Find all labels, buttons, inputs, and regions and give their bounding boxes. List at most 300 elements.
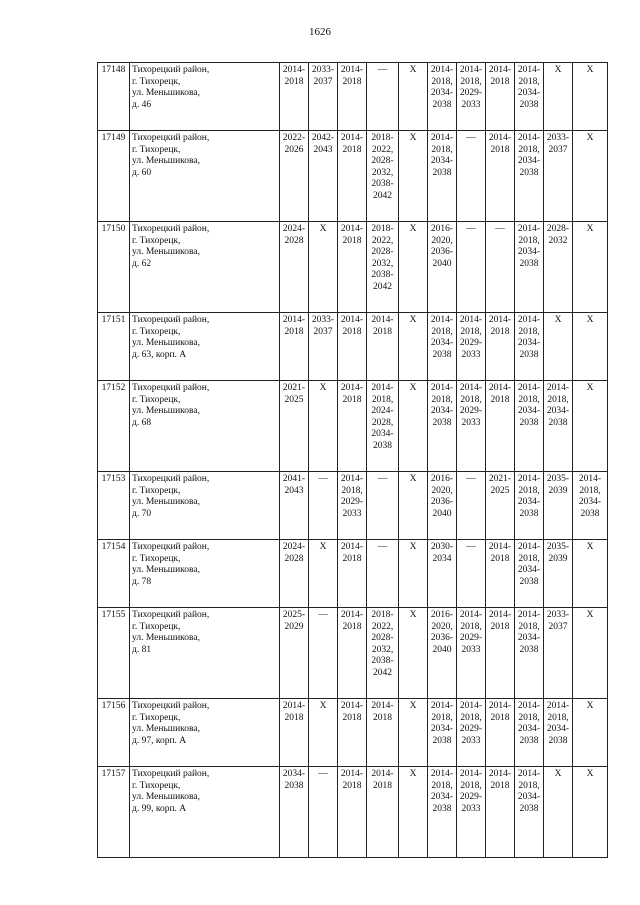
address-line: Тихорецкий район,	[132, 474, 210, 484]
period-line: X	[586, 315, 594, 325]
address-line: д. 78	[132, 576, 152, 587]
address-line: ул. Меньшикова,	[132, 792, 201, 803]
period-line: 2034-	[517, 724, 541, 735]
period-cell	[309, 608, 338, 699]
period-line: 2018,	[579, 485, 601, 496]
period-cell	[457, 63, 486, 131]
period-line: X	[554, 315, 562, 325]
period-line: 2028	[284, 553, 304, 564]
period-line: 2018,	[431, 144, 453, 155]
period-line: 2034-	[371, 429, 394, 440]
period-line: 2040	[432, 644, 452, 655]
period-line: 2018,	[460, 712, 482, 723]
period-line: 2014-	[517, 542, 541, 552]
period-line: 2028	[284, 235, 304, 246]
page-number: 1626	[309, 26, 331, 38]
period-line: 2014-	[430, 65, 454, 75]
period-line: 2038	[432, 735, 452, 746]
period-cell	[544, 381, 573, 472]
period-line: 2018,	[371, 394, 394, 405]
period-line: 2018,	[460, 76, 482, 87]
period-cell	[428, 381, 457, 472]
period-line: 2018	[284, 712, 304, 723]
period-line: 2038-	[371, 179, 394, 190]
period-line: 2018-	[371, 224, 394, 234]
period-cell	[457, 608, 486, 699]
period-cell	[544, 472, 573, 540]
table-row	[98, 313, 608, 381]
period-line: 2038-	[371, 656, 394, 667]
table-row	[98, 222, 608, 313]
period-cell	[486, 540, 515, 608]
period-line: 2037	[313, 76, 333, 87]
period-line: 2018	[490, 76, 510, 87]
period-line: 2018,	[460, 326, 482, 337]
address-line: д. 81	[132, 644, 152, 655]
address-line: г. Тихорецк,	[132, 326, 181, 337]
address-line: д. 63, корп. А	[132, 349, 187, 360]
period-line: 2014-	[517, 610, 541, 620]
address-cell	[130, 540, 280, 608]
period-line: 2043	[313, 144, 333, 155]
period-cell	[486, 472, 515, 540]
period-line: X	[586, 65, 594, 75]
period-cell	[367, 472, 399, 540]
period-cell	[544, 313, 573, 381]
period-line: X	[319, 224, 327, 234]
period-line: X	[319, 383, 327, 393]
address-line: Тихорецкий район,	[132, 224, 210, 234]
period-line: 2034-	[282, 769, 306, 779]
period-line: 2018	[490, 712, 510, 723]
period-line: 2016-	[430, 224, 454, 234]
period-line: X	[586, 224, 594, 234]
address-cell	[130, 63, 280, 131]
period-line: 2018,	[518, 144, 540, 155]
table-row	[98, 699, 608, 767]
period-line: 2028-	[371, 633, 394, 644]
period-line: 2033	[461, 735, 481, 746]
period-line: 2034-	[430, 724, 454, 735]
period-line: 2033-	[546, 610, 570, 620]
period-line: 2014-	[488, 542, 512, 552]
period-line: 2020,	[431, 621, 453, 632]
period-cell	[573, 63, 608, 131]
period-line: 2043	[284, 485, 304, 496]
period-line: 2014-	[282, 315, 306, 325]
period-line: —	[466, 474, 476, 484]
period-line: 2014-	[517, 474, 541, 484]
period-cell	[573, 472, 608, 540]
period-line: X	[554, 769, 562, 779]
address-line: д. 97, корп. А	[132, 735, 187, 746]
period-cell	[486, 63, 515, 131]
period-line: 2026	[284, 144, 304, 155]
table-row	[98, 381, 608, 472]
period-line: X	[586, 133, 594, 143]
period-cell	[280, 63, 309, 131]
period-line: 2038	[519, 644, 539, 655]
address-line: ул. Меньшикова,	[132, 497, 201, 508]
period-line: 2022,	[371, 235, 394, 246]
period-line: 2028-	[546, 224, 570, 234]
address-cell	[130, 767, 280, 858]
table-row	[98, 540, 608, 608]
period-line: 2020,	[431, 235, 453, 246]
period-cell	[428, 131, 457, 222]
period-line: 2018	[342, 394, 362, 405]
period-cell	[309, 472, 338, 540]
period-cell	[280, 381, 309, 472]
period-line: 2020,	[431, 485, 453, 496]
period-cell	[544, 222, 573, 313]
address-line: Тихорецкий район,	[132, 610, 210, 620]
period-line: 2018-	[371, 133, 394, 143]
period-line: 2040	[432, 258, 452, 269]
period-line: —	[318, 769, 328, 779]
period-line: 2034-	[430, 792, 454, 803]
period-line: 2018,	[431, 780, 453, 791]
period-line: 2018,	[518, 621, 540, 632]
period-cell	[457, 540, 486, 608]
period-line: 2038	[432, 167, 452, 178]
period-cell	[367, 63, 399, 131]
period-line: 2018	[342, 144, 362, 155]
period-line: 2029-	[340, 497, 364, 508]
record-number: 17149	[98, 131, 130, 222]
period-line: 2014-	[430, 769, 454, 779]
period-cell	[399, 131, 428, 222]
address-cell	[130, 381, 280, 472]
period-line: 2014-	[340, 224, 364, 234]
period-line: 2038	[519, 735, 539, 746]
address-line: ул. Меньшикова,	[132, 406, 201, 417]
address-line: Тихорецкий район,	[132, 133, 210, 143]
period-line: 2018,	[431, 394, 453, 405]
period-line: 2018	[490, 621, 510, 632]
period-line: 2014-	[459, 315, 483, 325]
period-cell	[428, 767, 457, 858]
period-line: 2018	[342, 235, 362, 246]
period-line: 2018,	[518, 394, 540, 405]
period-line: 2025	[284, 394, 304, 405]
address-line: д. 60	[132, 167, 152, 178]
period-line: 2021-	[488, 474, 512, 484]
period-line: 2014-	[430, 383, 454, 393]
period-cell	[280, 540, 309, 608]
period-cell	[367, 381, 399, 472]
period-cell	[367, 540, 399, 608]
period-cell	[457, 381, 486, 472]
period-cell	[309, 222, 338, 313]
period-line: 2032,	[371, 258, 394, 269]
period-line: 2014-	[340, 474, 364, 484]
period-line: 2038	[373, 440, 392, 451]
period-line: 2038	[519, 99, 539, 110]
period-line: 2033	[342, 508, 362, 519]
period-line: 2038	[432, 803, 452, 814]
period-cell	[486, 222, 515, 313]
period-line: 2034-	[430, 406, 454, 417]
period-line: 2014-	[459, 65, 483, 75]
address-line: г. Тихорецк,	[132, 621, 181, 632]
period-cell	[280, 699, 309, 767]
period-line: 2014-	[459, 383, 483, 393]
period-cell	[338, 608, 367, 699]
period-cell	[486, 608, 515, 699]
period-line: 2014-	[430, 133, 454, 143]
period-line: 2029-	[459, 338, 483, 349]
period-cell	[544, 131, 573, 222]
period-line: —	[377, 542, 388, 552]
period-line: 2041-	[282, 474, 306, 484]
period-line: X	[409, 224, 417, 234]
period-line: 2033	[461, 417, 481, 428]
period-line: 2018	[342, 553, 362, 564]
period-line: 2042-	[311, 133, 335, 143]
period-cell	[515, 131, 544, 222]
period-cell	[367, 131, 399, 222]
period-line: X	[409, 133, 417, 143]
period-line: 2018	[490, 780, 510, 791]
period-line: 2038-	[371, 270, 394, 281]
address-cell	[130, 313, 280, 381]
period-line: 2035-	[546, 542, 570, 552]
period-line: 2018,	[518, 553, 540, 564]
period-line: X	[319, 701, 327, 711]
address-cell	[130, 472, 280, 540]
period-cell	[573, 608, 608, 699]
period-cell	[573, 222, 608, 313]
period-line: 2024-	[371, 406, 394, 417]
period-line: 2014-	[546, 701, 570, 711]
period-line: 2022,	[371, 621, 394, 632]
period-line: 2014-	[488, 769, 512, 779]
period-cell	[573, 767, 608, 858]
period-line: 2014-	[517, 65, 541, 75]
address-line: Тихорецкий район,	[132, 383, 210, 393]
period-line: 2014-	[340, 769, 364, 779]
period-line: 2022-	[282, 133, 306, 143]
period-cell	[399, 699, 428, 767]
period-line: X	[409, 701, 417, 711]
period-cell	[457, 131, 486, 222]
period-line: 2014-	[371, 769, 394, 779]
period-line: —	[377, 474, 388, 484]
period-line: 2039	[548, 553, 568, 564]
period-line: 2018-	[371, 610, 394, 620]
period-line: 2014-	[578, 474, 602, 484]
period-line: 2018,	[518, 780, 540, 791]
period-cell	[428, 63, 457, 131]
record-number: 17151	[98, 313, 130, 381]
period-line: 2014-	[517, 315, 541, 325]
period-cell	[338, 699, 367, 767]
period-line: —	[318, 474, 328, 484]
record-number: 17152	[98, 381, 130, 472]
period-cell	[457, 699, 486, 767]
period-line: 2037	[313, 326, 333, 337]
record-number: 17150	[98, 222, 130, 313]
period-line: —	[377, 65, 388, 75]
period-cell	[457, 767, 486, 858]
period-cell	[573, 381, 608, 472]
period-line: 2038	[432, 349, 452, 360]
period-line: 2014-	[459, 610, 483, 620]
period-cell	[338, 540, 367, 608]
period-line: 2033-	[546, 133, 570, 143]
period-line: 2028,	[371, 417, 394, 428]
period-cell	[428, 313, 457, 381]
address-line: д. 99, корп. А	[132, 803, 187, 814]
address-line: ул. Меньшикова,	[132, 156, 201, 167]
period-line: 2018,	[341, 485, 363, 496]
period-cell	[515, 472, 544, 540]
period-line: 2014-	[340, 315, 364, 325]
period-line: 2014-	[371, 701, 394, 711]
period-line: 2034-	[430, 156, 454, 167]
period-cell	[515, 540, 544, 608]
period-line: 2018,	[518, 76, 540, 87]
period-line: 2038	[284, 780, 304, 791]
address-cell	[130, 608, 280, 699]
period-line: 2034-	[517, 406, 541, 417]
registry-table	[97, 62, 608, 858]
record-number: 17156	[98, 699, 130, 767]
table-row	[98, 63, 608, 131]
period-line: 2033	[461, 99, 481, 110]
period-cell	[457, 472, 486, 540]
address-line: Тихорецкий район,	[132, 701, 210, 711]
table-row	[98, 131, 608, 222]
record-number: 17154	[98, 540, 130, 608]
period-line: 2032,	[371, 167, 394, 178]
period-cell	[544, 767, 573, 858]
address-cell	[130, 699, 280, 767]
period-line: 2022,	[371, 144, 394, 155]
period-cell	[309, 313, 338, 381]
period-line: 2038	[519, 349, 539, 360]
period-line: X	[586, 769, 594, 779]
period-line: 2018	[342, 780, 362, 791]
address-line: г. Тихорецк,	[132, 712, 181, 723]
period-line: —	[466, 224, 476, 234]
period-cell	[573, 540, 608, 608]
period-line: 2040	[432, 508, 452, 519]
address-line: д. 68	[132, 417, 152, 428]
period-line: 2014-	[340, 133, 364, 143]
period-line: 2018	[373, 326, 392, 337]
period-line: 2034-	[517, 565, 541, 576]
period-cell	[573, 131, 608, 222]
address-line: д. 46	[132, 99, 152, 110]
period-line: 2038	[580, 508, 600, 519]
period-cell	[367, 608, 399, 699]
period-cell	[399, 381, 428, 472]
period-line: 2024-	[282, 542, 306, 552]
period-cell	[515, 699, 544, 767]
address-line: ул. Меньшикова,	[132, 88, 201, 99]
period-line: 2018,	[518, 485, 540, 496]
table-row	[98, 472, 608, 540]
period-line: 2034-	[517, 156, 541, 167]
address-line: г. Тихорецк,	[132, 76, 181, 87]
period-cell	[515, 767, 544, 858]
period-line: 2033-	[311, 315, 335, 325]
period-line: 2018	[342, 326, 362, 337]
period-line: 2014-	[517, 224, 541, 234]
period-line: 2029	[284, 621, 304, 632]
address-line: г. Тихорецк,	[132, 780, 181, 791]
period-cell	[399, 767, 428, 858]
period-line: 2014-	[459, 701, 483, 711]
period-line: 2037	[548, 144, 568, 155]
period-line: 2018	[490, 144, 510, 155]
period-line: 2014-	[488, 610, 512, 620]
period-line: 2018,	[460, 394, 482, 405]
table-row	[98, 608, 608, 699]
period-line: 2018,	[547, 394, 569, 405]
record-number: 17155	[98, 608, 130, 699]
period-line: 2014-	[282, 701, 306, 711]
period-cell	[338, 313, 367, 381]
period-cell	[367, 767, 399, 858]
period-line: 2038	[548, 735, 568, 746]
registry-body	[98, 63, 608, 858]
period-cell	[309, 699, 338, 767]
period-line: X	[409, 610, 417, 620]
period-line: 2018	[490, 553, 510, 564]
period-cell	[338, 131, 367, 222]
period-cell	[428, 222, 457, 313]
period-line: 2018,	[547, 712, 569, 723]
period-line: 2034-	[578, 497, 602, 508]
period-line: 2032	[548, 235, 568, 246]
period-line: 2042	[373, 667, 392, 678]
period-cell	[486, 699, 515, 767]
period-cell	[486, 381, 515, 472]
address-line: г. Тихорецк,	[132, 553, 181, 564]
period-line: 2014-	[371, 383, 394, 393]
period-line: 2029-	[459, 792, 483, 803]
period-line: X	[409, 769, 417, 779]
period-cell	[486, 767, 515, 858]
address-line: Тихорецкий район,	[132, 769, 210, 779]
period-line: 2038	[519, 803, 539, 814]
period-line: —	[318, 610, 328, 620]
period-line: 2028-	[371, 156, 394, 167]
period-cell	[367, 313, 399, 381]
period-line: 2014-	[459, 769, 483, 779]
period-line: X	[586, 610, 594, 620]
period-cell	[428, 472, 457, 540]
period-line: 2014-	[340, 542, 364, 552]
period-line: 2029-	[459, 88, 483, 99]
period-line: 2014-	[340, 65, 364, 75]
period-line: —	[495, 224, 505, 234]
period-cell	[544, 699, 573, 767]
period-cell	[309, 63, 338, 131]
period-line: X	[409, 542, 417, 552]
address-line: Тихорецкий район,	[132, 315, 210, 325]
period-line: 2018	[342, 712, 362, 723]
period-line: 2014-	[282, 65, 306, 75]
period-line: 2025-	[282, 610, 306, 620]
period-line: X	[409, 474, 417, 484]
period-line: X	[409, 65, 417, 75]
period-line: 2033	[461, 349, 481, 360]
period-line: 2018	[490, 394, 510, 405]
